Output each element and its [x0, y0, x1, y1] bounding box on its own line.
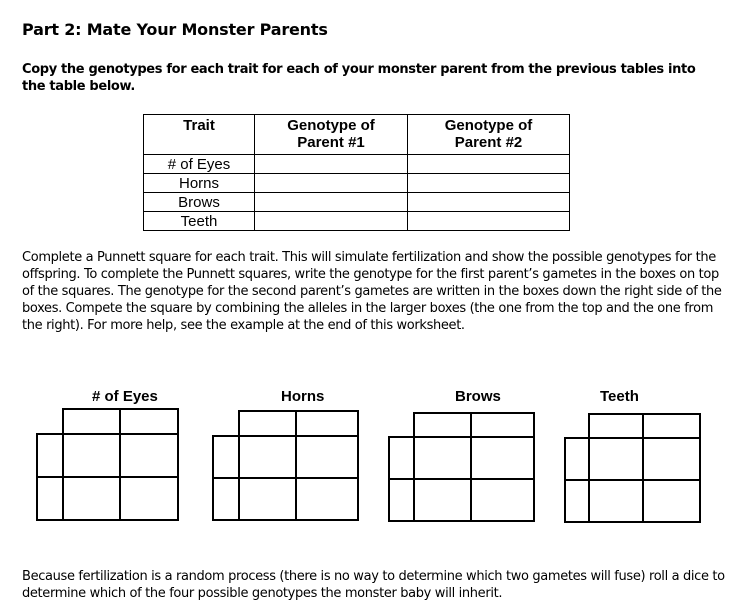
header-parent1: Genotype of Parent #1	[255, 115, 408, 155]
parent1-input-cell[interactable]	[255, 174, 408, 193]
gamete-side-box[interactable]	[36, 476, 64, 521]
gamete-side-box[interactable]	[212, 477, 240, 521]
gamete-top-box[interactable]	[413, 412, 472, 438]
gamete-top-box[interactable]	[62, 408, 121, 435]
gamete-side-box[interactable]	[212, 435, 240, 479]
table-row	[144, 193, 570, 212]
header-parent2: Genotype of Parent #2	[408, 115, 570, 155]
parent1-input-cell[interactable]	[255, 193, 408, 212]
offspring-box[interactable]	[295, 477, 359, 521]
offspring-box[interactable]	[642, 437, 701, 481]
offspring-box[interactable]	[119, 476, 179, 521]
gamete-side-box[interactable]	[36, 433, 64, 478]
gamete-top-box[interactable]	[238, 410, 297, 437]
offspring-box[interactable]	[470, 436, 535, 480]
gamete-top-box[interactable]	[295, 410, 359, 437]
trait-cell: Horns	[144, 174, 255, 193]
offspring-box[interactable]	[62, 476, 121, 521]
punnett-instructions: Complete a Punnett square for each trait. This will simulate fertilization and show the possible genotypes for the offspring. To complete the Punnett squares, write the genotype for the first parent’s gametes in the boxes on top of the squares. The genotype for the second parent’s gametes are written in the boxes down the right side of the boxes. Compete the square by combining the alleles in the larger boxes (the one from the top and the one from the right). For more help, see the example at the end of this worksheet.	[22, 250, 722, 333]
part-title: Part 2: Mate Your Monster Parents	[22, 20, 328, 39]
parent2-input-cell[interactable]	[408, 155, 570, 174]
gamete-top-box[interactable]	[119, 408, 179, 435]
table-row	[144, 212, 570, 231]
gamete-top-box[interactable]	[642, 413, 701, 439]
parent2-input-cell[interactable]	[408, 174, 570, 193]
offspring-box[interactable]	[642, 479, 701, 523]
punnett-label-eyes: # of Eyes	[92, 388, 158, 405]
offspring-box[interactable]	[238, 477, 297, 521]
trait-cell: Brows	[144, 193, 255, 212]
gamete-top-box[interactable]	[588, 413, 644, 439]
offspring-box[interactable]	[62, 433, 121, 478]
gamete-side-box[interactable]	[388, 436, 415, 480]
gamete-side-box[interactable]	[388, 478, 415, 522]
header-trait: Trait	[144, 115, 255, 155]
footer-text: Because fertilization is a random process (there is no way to determine which two gametes will fuse) roll a dice to determine which of the four possible genotypes the monster baby will inherit.	[22, 569, 725, 601]
offspring-box[interactable]	[413, 478, 472, 522]
parent2-input-cell[interactable]	[408, 193, 570, 212]
table-row	[144, 155, 570, 174]
gamete-top-box[interactable]	[470, 412, 535, 438]
gamete-side-box[interactable]	[564, 437, 590, 481]
offspring-box[interactable]	[588, 479, 644, 523]
trait-cell: Teeth	[144, 212, 255, 231]
genotype-table	[143, 114, 570, 231]
offspring-box[interactable]	[588, 437, 644, 481]
parent2-input-cell[interactable]	[408, 212, 570, 231]
table-header-row	[144, 115, 570, 155]
parent1-input-cell[interactable]	[255, 155, 408, 174]
offspring-box[interactable]	[295, 435, 359, 479]
punnett-label-horns: Horns	[281, 388, 325, 405]
punnett-label-teeth: Teeth	[600, 388, 639, 405]
parent1-input-cell[interactable]	[255, 212, 408, 231]
offspring-box[interactable]	[238, 435, 297, 479]
offspring-box[interactable]	[413, 436, 472, 480]
offspring-box[interactable]	[470, 478, 535, 522]
offspring-box[interactable]	[119, 433, 179, 478]
punnett-label-brows: Brows	[455, 388, 501, 405]
table-row	[144, 174, 570, 193]
gamete-side-box[interactable]	[564, 479, 590, 523]
trait-cell: # of Eyes	[144, 155, 255, 174]
instruction-text: Copy the genotypes for each trait for each of your monster parent from the previous tables into the table below.	[22, 62, 696, 94]
